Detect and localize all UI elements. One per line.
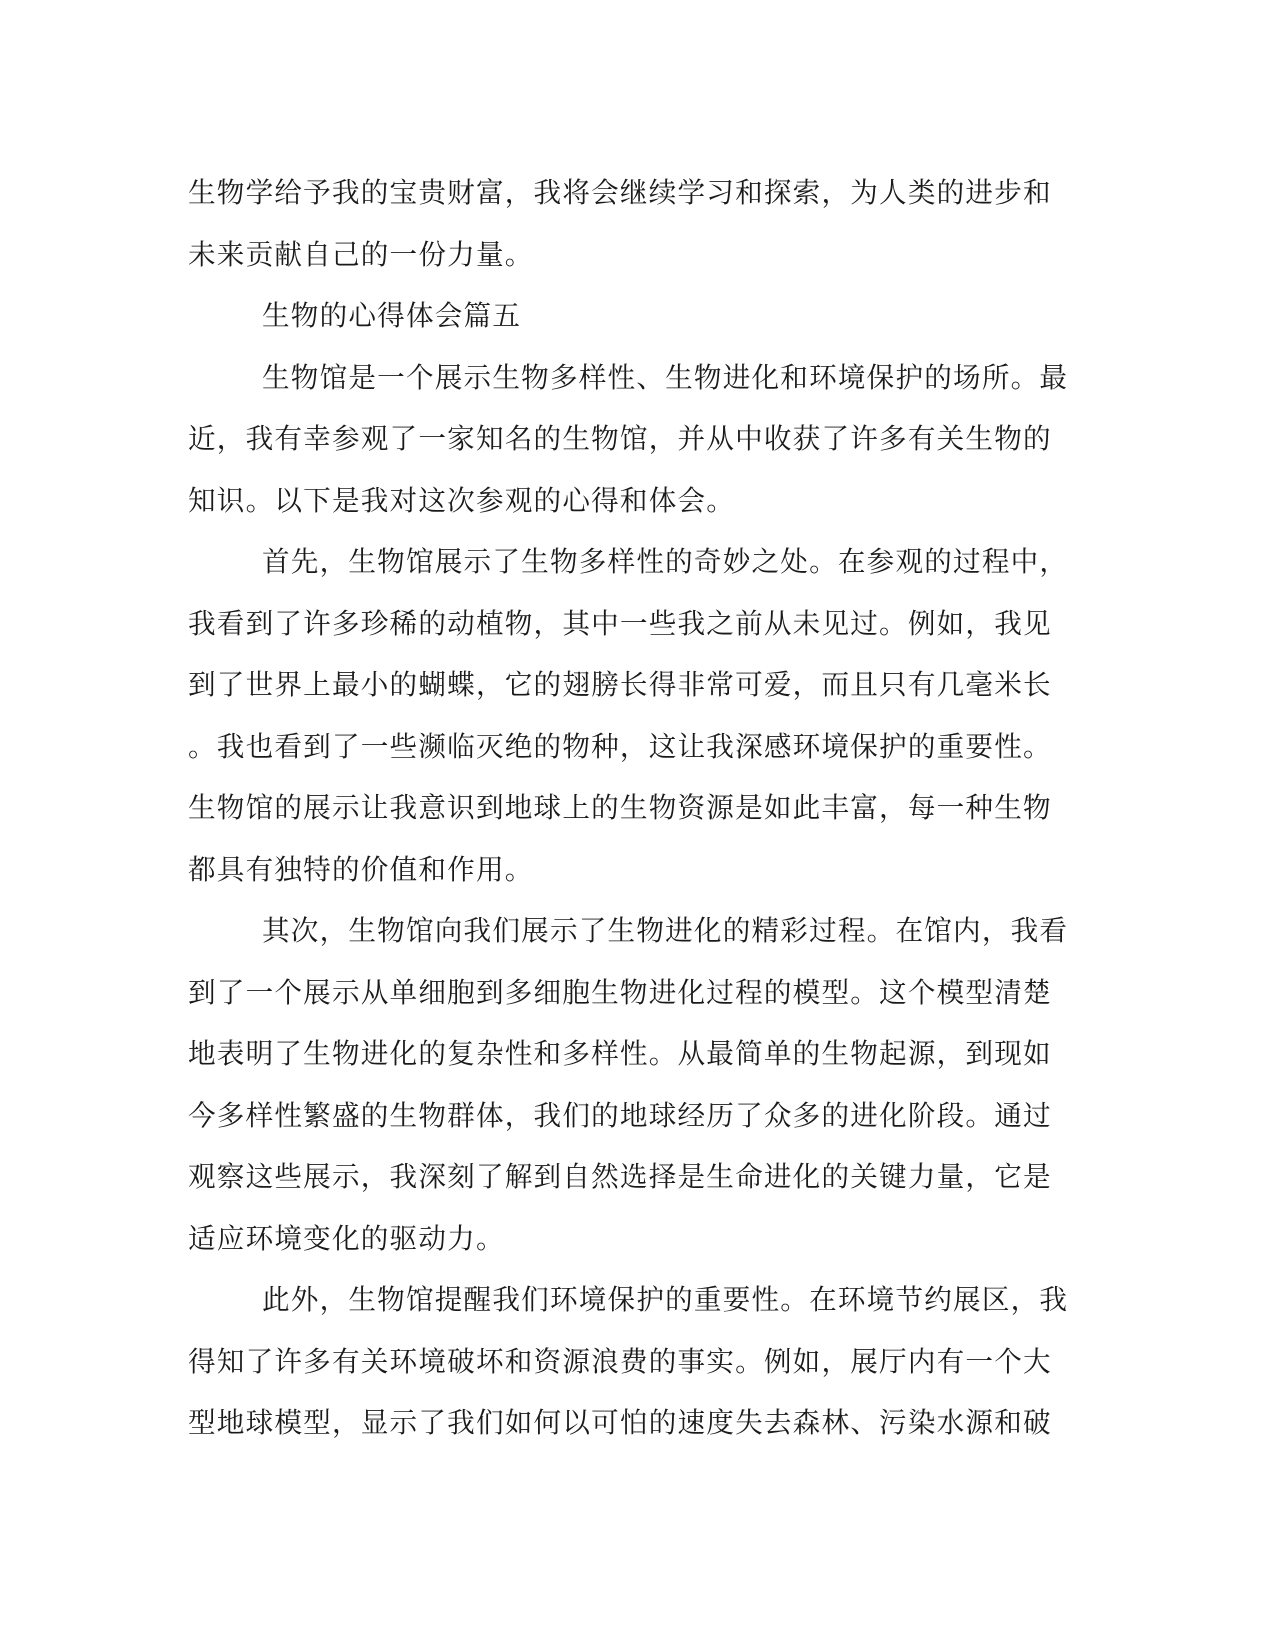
section-heading: 生物的心得体会篇五 (262, 299, 522, 332)
text-line: 今多样性繁盛的生物群体，我们的地球经历了众多的进化阶段。通过 (188, 1098, 1052, 1132)
text-line: 适应环境变化的驱动力。 (188, 1221, 505, 1255)
text-line: 生物学给予我的宝贵财富，我将会继续学习和探索，为人类的进步和 (188, 176, 1052, 209)
text-line: 首先，生物馆展示了生物多样性的奇妙之处。在参观的过程中， (262, 545, 1069, 578)
text-line: 生物馆的展示让我意识到地球上的生物资源是如此丰富，每一种生物 (188, 791, 1052, 824)
text-line: 到了世界上最小的蝴蝶，它的翅膀长得非常可爱，而且只有几毫米长 (188, 668, 1052, 701)
text-line: 到了一个展示从单细胞到多细胞生物进化过程的模型。这个模型清楚 (188, 975, 1052, 1009)
text-line: 生物馆是一个展示生物多样性、生物进化和环境保护的场所。最 (262, 360, 1069, 394)
text-line: 其次，生物馆向我们展示了生物进化的精彩过程。在馆内，我看 (262, 914, 1069, 947)
text-line: 我看到了许多珍稀的动植物，其中一些我之前从未见过。例如，我见 (188, 606, 1052, 640)
body-text (188, 162, 1068, 1454)
text-line: 近，我有幸参观了一家知名的生物馆，并从中收获了许多有关生物的 (188, 422, 1052, 455)
text-line: 得知了许多有关环境破坏和资源浪费的事实。例如，展厅内有一个大 (188, 1344, 1052, 1378)
text-line: 都具有独特的价值和作用。 (188, 852, 534, 886)
text-line: 观察这些展示，我深刻了解到自然选择是生命进化的关键力量，它是 (188, 1160, 1052, 1193)
text-line: 型地球模型，显示了我们如何以可怕的速度失去森林、污染水源和破 (188, 1406, 1052, 1439)
text-line: 知识。以下是我对这次参观的心得和体会。 (188, 483, 736, 517)
text-line: 此外，生物馆提醒我们环境保护的重要性。在环境节约展区，我 (262, 1283, 1069, 1316)
text-line: 未来贡献自己的一份力量。 (188, 237, 534, 271)
text-line: 。我也看到了一些濒临灭绝的物种，这让我深感环境保护的重要性。 (188, 729, 1052, 763)
text-line: 地表明了生物进化的复杂性和多样性。从最简单的生物起源，到现如 (188, 1037, 1052, 1070)
